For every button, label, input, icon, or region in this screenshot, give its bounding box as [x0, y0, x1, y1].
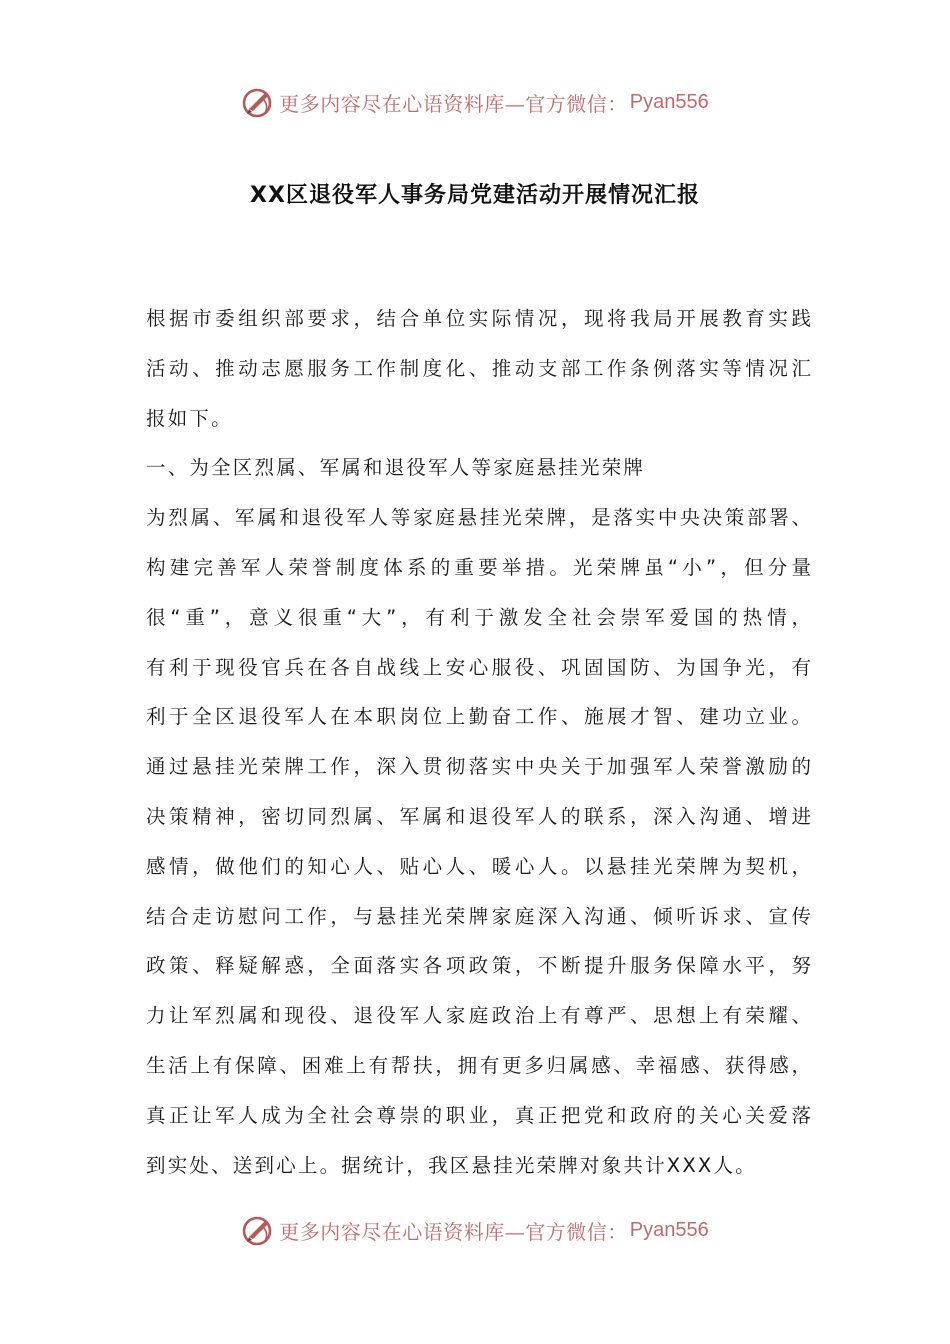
section-heading: 一、为全区烈属、军属和退役军人等家庭悬挂光荣牌 [146, 456, 646, 480]
body-line: 通过悬挂光荣牌工作，深入贯彻落实中央关于加强军人荣誉激励的 [146, 755, 811, 779]
body-line: 感情，做他们的知心人、贴心人、暖心人。以悬挂光荣牌为契机， [146, 854, 811, 878]
body-line: 为烈属、军属和退役军人等家庭悬挂光荣牌，是落实中央决策部署、 [146, 506, 811, 530]
document-title: XX区退役军人事务局党建活动开展情况汇报 [250, 183, 700, 208]
header-watermark [0, 82, 950, 122]
watermark-text: 更多内容尽在心语资料库—官方微信： [279, 1219, 628, 1244]
body-line: 构建完善军人荣誉制度体系的重要举措。光荣牌虽“小”，但分量 [146, 555, 811, 579]
document-body [146, 297, 811, 1193]
body-line: 政策、释疑解惑，全面落实各项政策，不断提升服务保障水平，努 [146, 954, 811, 978]
watermark-wechat-id: Pyan556 [629, 1218, 709, 1241]
body-line: 报如下。 [146, 406, 233, 430]
body-line: 活动、推动志愿服务工作制度化、推动支部工作条例落实等情况汇 [146, 356, 811, 380]
body-line: 结合走访慰问工作，与悬挂光荣牌家庭深入沟通、倾听诉求、宣传 [146, 904, 811, 928]
body-line: 力让军烈属和现役、退役军人家庭政治上有尊严、思想上有荣耀、 [146, 1004, 811, 1028]
body-line: 决策精神，密切同烈属、军属和退役军人的联系，深入沟通、增进 [146, 804, 811, 828]
pen-logo-icon [241, 1213, 275, 1247]
body-line: 到实处、送到心上。据统计，我区悬挂光荣牌对象共计XXX人。 [146, 1153, 757, 1177]
body-line: 有利于现役官兵在各自战线上安心服役、巩固国防、为国争光，有 [146, 655, 811, 679]
body-line: 真正让军人成为全社会尊崇的职业，真正把党和政府的关心关爱落 [146, 1103, 811, 1127]
body-line: 根据市委组织部要求，结合单位实际情况，现将我局开展教育实践 [146, 307, 811, 330]
body-line: 很“重”，意义很重“大”，有利于激发全社会崇军爱国的热情， [146, 605, 811, 629]
watermark-text: 更多内容尽在心语资料库—官方微信： [279, 91, 628, 116]
watermark-wechat-id: Pyan556 [629, 90, 709, 113]
pen-logo-icon [241, 85, 275, 119]
footer-watermark [0, 1210, 950, 1250]
body-line: 生活上有保障、困难上有帮扶，拥有更多归属感、幸福感、获得感， [146, 1053, 811, 1077]
body-line: 利于全区退役军人在本职岗位上勤奋工作、施展才智、建功立业。 [146, 705, 811, 729]
